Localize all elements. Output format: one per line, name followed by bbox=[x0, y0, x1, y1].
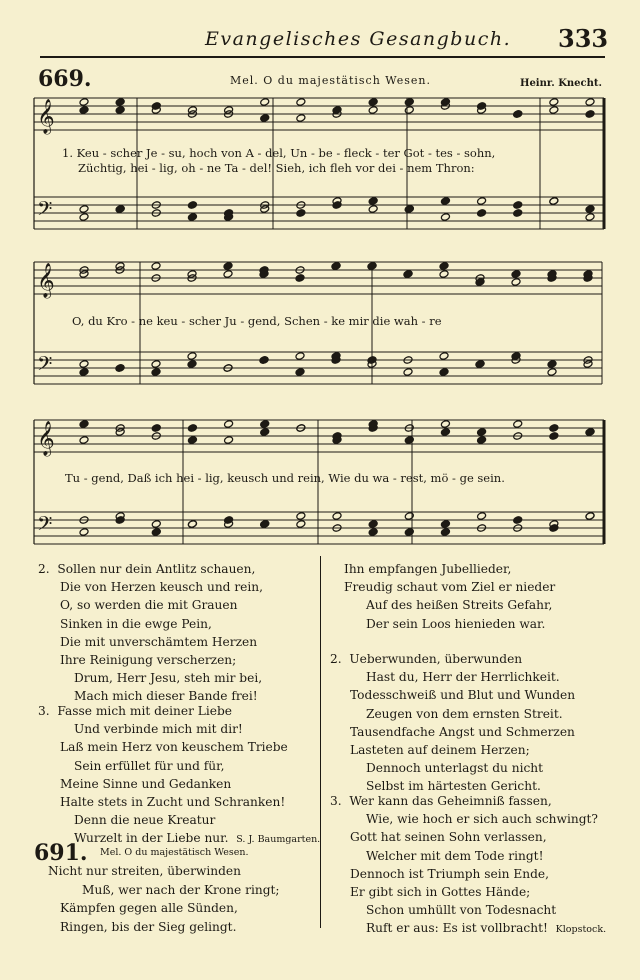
note-head bbox=[513, 516, 523, 525]
verse-1-continuation bbox=[344, 560, 555, 633]
note-head bbox=[477, 512, 487, 521]
verse-3-left bbox=[38, 702, 320, 850]
note-head bbox=[296, 209, 306, 218]
verse-line: Und verbinde mich mit dir! bbox=[74, 722, 243, 737]
verse-line: Gott hat seinen Sohn verlassen, bbox=[350, 830, 547, 845]
note-head bbox=[79, 420, 89, 429]
verse-line bbox=[330, 919, 606, 939]
verse-line: Lasteten auf deinem Herzen; bbox=[350, 743, 530, 758]
note-head bbox=[260, 428, 270, 437]
hymn-669-melody: Mel. O du majestätisch Wesen. bbox=[230, 74, 431, 87]
note-head bbox=[440, 197, 450, 206]
note-head bbox=[440, 213, 450, 222]
verse-line: O, so werden die mit Grauen bbox=[60, 598, 238, 613]
verse-line: Welcher mit dem Tode ringt! bbox=[366, 848, 544, 863]
note-head bbox=[477, 197, 487, 206]
note-head bbox=[404, 106, 414, 115]
note-head bbox=[187, 424, 197, 433]
note-head bbox=[295, 368, 305, 377]
verse-line: Auf des heißen Streits Gefahr, bbox=[366, 598, 553, 613]
note-head bbox=[404, 98, 414, 107]
note-head bbox=[187, 360, 197, 369]
hymn-691-number: 691. bbox=[34, 840, 88, 866]
treble-clef-icon: 𝄞 bbox=[37, 99, 55, 134]
column-divider bbox=[320, 556, 321, 928]
verse-line: Ihre Reinigung verscherzen; bbox=[60, 653, 237, 668]
verse-line: Schon umhüllt von Todesnacht bbox=[366, 903, 557, 918]
verse-line: Nicht nur streiten, überwinden bbox=[48, 864, 241, 878]
verse-line bbox=[38, 702, 320, 720]
note-head bbox=[511, 270, 521, 279]
verse-text: Fasse mich mit deiner Liebe bbox=[57, 704, 233, 718]
note-head bbox=[223, 262, 233, 271]
note-head bbox=[295, 274, 305, 283]
note-head bbox=[439, 262, 449, 271]
note-head bbox=[439, 270, 449, 279]
verse-text: Wurzelt in der Liebe nur. bbox=[74, 831, 229, 846]
note-head bbox=[79, 528, 89, 537]
verse-line: Ihn empfangen Jubellieder, bbox=[344, 562, 512, 576]
verse-2-right bbox=[330, 650, 575, 796]
note-head bbox=[475, 360, 485, 369]
note-head bbox=[296, 98, 306, 107]
note-head bbox=[477, 209, 487, 218]
verse-number: 3. bbox=[330, 794, 342, 808]
note-head bbox=[513, 110, 523, 119]
note-head bbox=[549, 432, 559, 441]
bass-clef-icon: 𝄢 bbox=[37, 512, 53, 540]
note-head bbox=[513, 420, 523, 429]
note-head bbox=[79, 436, 89, 445]
bass-clef-icon: 𝄢 bbox=[37, 352, 53, 380]
note-head bbox=[547, 360, 557, 369]
note-head bbox=[151, 360, 161, 369]
verse-line: Freudig schaut vom Ziel er nieder bbox=[344, 580, 556, 595]
note-head bbox=[115, 98, 125, 107]
note-head bbox=[404, 512, 414, 521]
note-head bbox=[404, 436, 414, 445]
hymn-669-lyrics-line-1: 1. Keu - scher Je - su, hoch von A - del, Un - be - fleck - ter Got - tes - sohn, bbox=[62, 146, 496, 160]
note-head bbox=[585, 205, 595, 214]
hymn-691-text bbox=[48, 862, 280, 936]
note-head bbox=[368, 528, 378, 537]
note-head bbox=[260, 98, 270, 107]
note-head bbox=[115, 106, 125, 115]
note-head bbox=[151, 262, 161, 271]
note-head bbox=[440, 528, 450, 537]
verse-number: 2. bbox=[330, 652, 342, 666]
note-head bbox=[439, 368, 449, 377]
note-head bbox=[79, 360, 89, 369]
note-head bbox=[368, 205, 378, 214]
verse-line: Mach mich dieser Bande frei! bbox=[74, 689, 258, 704]
note-head bbox=[368, 520, 378, 529]
verse-attribution: S. J. Baumgarten. bbox=[236, 834, 321, 846]
verse-line: Sein erfüllet für und für, bbox=[74, 758, 225, 773]
note-head bbox=[260, 420, 270, 429]
treble-clef-icon: 𝄞 bbox=[37, 421, 55, 456]
verse-text: Ueberwunden, überwunden bbox=[349, 652, 523, 666]
note-head bbox=[187, 436, 197, 445]
verse-number: 3. bbox=[38, 704, 50, 718]
verse-text: Wer kann das Geheimniß fassen, bbox=[349, 794, 552, 808]
note-head bbox=[403, 270, 413, 279]
note-head bbox=[79, 205, 89, 214]
note-head bbox=[549, 106, 559, 115]
verse-line: Denn die neue Kreatur bbox=[74, 813, 216, 828]
note-head bbox=[477, 436, 487, 445]
note-head bbox=[511, 278, 521, 287]
note-head bbox=[260, 114, 270, 123]
note-head bbox=[440, 520, 450, 529]
note-head bbox=[187, 213, 197, 222]
note-head bbox=[547, 368, 557, 377]
verse-line bbox=[330, 650, 575, 668]
note-head bbox=[187, 520, 197, 529]
verse-text: Sollen nur dein Antlitz schauen, bbox=[57, 562, 256, 576]
note-head bbox=[295, 352, 305, 361]
verse-2-left bbox=[38, 560, 263, 706]
note-head bbox=[332, 512, 342, 521]
note-head bbox=[477, 428, 487, 437]
note-head bbox=[115, 364, 125, 373]
verse-line: Drum, Herr Jesu, steh mir bei, bbox=[74, 671, 263, 686]
verse-line: Kämpfen gegen alle Sünden, bbox=[60, 901, 238, 916]
note-head bbox=[224, 420, 234, 429]
note-head bbox=[513, 201, 523, 210]
verse-line: Todesschweiß und Blut und Wunden bbox=[350, 688, 576, 703]
verse-attribution: Klopstock. bbox=[555, 924, 607, 936]
hymn-669-lyrics-line-4: Tu - gend, Daß ich hei - lig, keusch und rein, Wie du wa - rest, mö - ge sein. bbox=[65, 471, 505, 485]
note-head bbox=[549, 197, 559, 206]
treble-clef-icon: 𝄞 bbox=[37, 263, 55, 298]
note-head bbox=[187, 201, 197, 210]
note-head bbox=[585, 110, 595, 119]
bass-clef-icon: 𝄢 bbox=[37, 197, 53, 225]
note-head bbox=[549, 424, 559, 433]
note-head bbox=[585, 213, 595, 222]
verse-line: Hast du, Herr der Herrlichkeit. bbox=[366, 670, 560, 685]
hymn-669-lyrics-line-2: Züchtig, hei - lig, oh - ne Ta - del! Sieh, ich fleh vor dei - nem Thron: bbox=[78, 161, 475, 175]
verse-number: 2. bbox=[38, 562, 50, 576]
verse-line: Muß, wer nach der Krone ringt; bbox=[82, 882, 280, 897]
note-head bbox=[79, 98, 89, 107]
note-head bbox=[585, 512, 595, 521]
note-head bbox=[151, 528, 161, 537]
verse-line: Tausendfache Angst und Schmerzen bbox=[350, 724, 575, 739]
note-head bbox=[368, 106, 378, 115]
verse-line: Meine Sinne und Gedanken bbox=[60, 776, 232, 791]
note-head bbox=[440, 428, 450, 437]
note-head bbox=[439, 352, 449, 361]
verse-line bbox=[330, 792, 606, 810]
verse-line: Zeugen von dem ernsten Streit. bbox=[366, 706, 563, 721]
hymn-691-melody: Mel. O du majestätisch Wesen. bbox=[100, 847, 249, 858]
note-head bbox=[440, 420, 450, 429]
hymn-669-lyrics-line-3: O, du Kro - ne keu - scher Ju - gend, Schen - ke mir die wah - re bbox=[72, 314, 442, 328]
note-head bbox=[187, 352, 197, 361]
verse-line: Halte stets in Zucht und Schranken! bbox=[60, 795, 286, 810]
note-head bbox=[79, 213, 89, 222]
hymn-669-composer: Heinr. Knecht. bbox=[520, 78, 602, 89]
page-number: 333 bbox=[558, 24, 609, 53]
verse-line: Selbst im härtesten Gericht. bbox=[366, 779, 541, 794]
note-head bbox=[585, 98, 595, 107]
note-head bbox=[368, 197, 378, 206]
note-head bbox=[151, 520, 161, 529]
verse-line: Er gibt sich in Gottes Hände; bbox=[350, 885, 531, 900]
note-head bbox=[296, 114, 306, 123]
note-head bbox=[79, 106, 89, 115]
note-head bbox=[151, 368, 161, 377]
note-head bbox=[404, 528, 414, 537]
verse-line: Dennoch unterlagst du nicht bbox=[366, 761, 544, 776]
note-head bbox=[296, 520, 306, 529]
note-head bbox=[403, 368, 413, 377]
verse-line bbox=[38, 560, 263, 578]
verse-line: Sinken in die ewge Pein, bbox=[60, 616, 212, 631]
note-head bbox=[224, 436, 234, 445]
hymn-669-number: 669. bbox=[38, 66, 92, 92]
verse-3-right bbox=[330, 792, 606, 940]
verse-line: Wie, wie hoch er sich auch schwingt? bbox=[366, 812, 598, 827]
verse-line: Die mit unverschämtem Herzen bbox=[60, 634, 258, 649]
note-head bbox=[223, 270, 233, 279]
verse-line: Ringen, bis der Sieg gelingt. bbox=[60, 919, 237, 934]
note-head bbox=[296, 512, 306, 521]
verse-line: Laß mein Herz von keuschem Triebe bbox=[60, 740, 288, 755]
verse-line: Die von Herzen keusch und rein, bbox=[60, 580, 264, 595]
note-head bbox=[368, 98, 378, 107]
verse-line: Der sein Loos hienieden war. bbox=[366, 616, 546, 631]
running-header-title: Evangelisches Gesangbuch. bbox=[205, 28, 512, 50]
note-head bbox=[79, 368, 89, 377]
verse-text: Ruft er aus: Es ist vollbracht! bbox=[366, 921, 548, 936]
note-head bbox=[549, 98, 559, 107]
note-head bbox=[513, 209, 523, 218]
note-head bbox=[151, 424, 161, 433]
verse-line: Dennoch ist Triumph sein Ende, bbox=[350, 866, 549, 881]
